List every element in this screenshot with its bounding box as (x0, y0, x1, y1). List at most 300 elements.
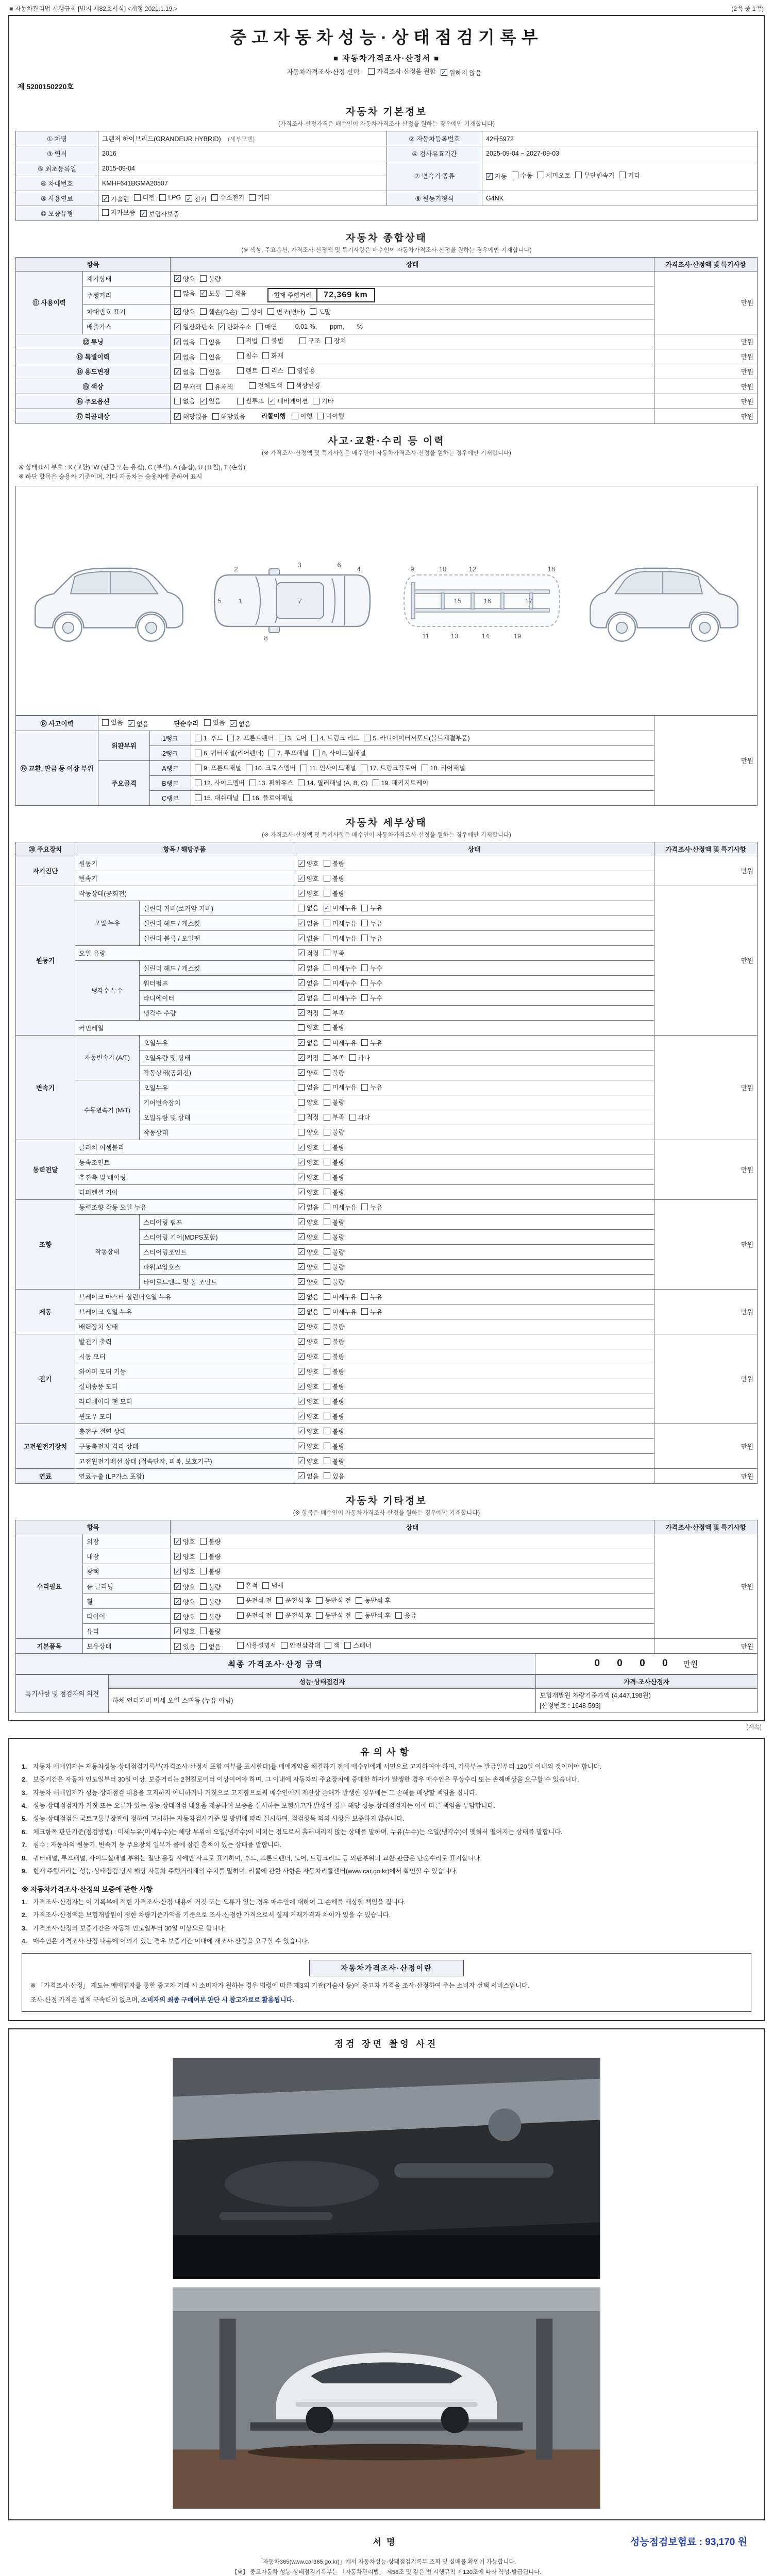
checkbox[interactable]: ✓ (298, 1203, 304, 1211)
table-row (16, 1594, 758, 1608)
checkbox[interactable] (324, 1069, 330, 1076)
option-label: 적정 (307, 950, 319, 957)
checkbox[interactable] (200, 1628, 207, 1634)
checkbox[interactable] (310, 308, 316, 315)
checkbox[interactable] (237, 1642, 244, 1649)
checkbox[interactable]: ✓ (298, 1457, 304, 1465)
checkbox[interactable]: ✓ (175, 1642, 180, 1650)
checkbox[interactable] (102, 209, 109, 216)
checkbox[interactable] (324, 1054, 330, 1061)
option-label: 상이 (250, 308, 263, 316)
checkbox[interactable]: ✓ (298, 1293, 304, 1300)
option (174, 352, 195, 362)
checkbox[interactable]: ✓ (298, 1054, 304, 1061)
inspection-valid-value: 2025-09-04 ~ 2027-09-03 (482, 146, 758, 161)
checkbox[interactable] (324, 1383, 330, 1389)
option-label: 유채색 (214, 383, 233, 391)
checkbox[interactable]: ✓ (298, 859, 304, 867)
option (298, 1217, 319, 1227)
checkbox[interactable]: ✓ (175, 323, 180, 330)
checkbox[interactable] (324, 1308, 330, 1315)
option (102, 208, 136, 217)
checkbox[interactable] (212, 413, 219, 420)
checkbox[interactable] (174, 290, 181, 297)
checkbox[interactable]: ✓ (298, 1278, 304, 1285)
checkbox[interactable] (361, 1293, 368, 1300)
checkbox[interactable] (200, 1538, 207, 1545)
option (200, 396, 221, 405)
checkbox[interactable] (174, 398, 181, 404)
checkbox[interactable] (361, 1204, 368, 1210)
option (361, 919, 382, 928)
group-name: 조향 (16, 1199, 75, 1289)
checkbox[interactable] (324, 1233, 330, 1240)
checkbox[interactable] (249, 194, 256, 201)
checkbox[interactable]: ✓ (298, 1427, 304, 1435)
checkbox[interactable]: ✓ (175, 1552, 180, 1560)
checkbox[interactable]: ✓ (298, 1323, 304, 1330)
checkbox[interactable] (298, 905, 305, 911)
option-label: 양호 (307, 1323, 319, 1331)
checkbox[interactable] (324, 935, 330, 941)
checkbox[interactable] (324, 994, 330, 1001)
checkbox[interactable]: ✓ (298, 1308, 304, 1315)
checkbox[interactable] (298, 1084, 305, 1091)
checkbox[interactable] (262, 352, 269, 359)
checkbox[interactable]: ✓ (175, 1567, 180, 1575)
checkbox[interactable] (364, 735, 371, 741)
option-label: 없음 (307, 1308, 319, 1316)
checkbox[interactable] (324, 890, 330, 896)
checkbox[interactable] (298, 1129, 305, 1136)
checkbox[interactable]: ✓ (298, 1069, 304, 1076)
option-group (298, 1277, 349, 1286)
checkbox[interactable]: ✓ (298, 1397, 304, 1405)
checkbox[interactable] (324, 1129, 330, 1136)
checkbox[interactable] (361, 1308, 368, 1315)
item-label: 라디에이터 팬 모터 (75, 1394, 294, 1409)
checkbox[interactable] (249, 779, 256, 786)
price-cell: 만원 (654, 716, 758, 805)
state-cell (171, 1549, 654, 1564)
option (298, 874, 319, 883)
checkbox[interactable]: ✓ (140, 210, 146, 217)
checkbox[interactable] (200, 338, 207, 345)
checkbox[interactable] (324, 1323, 330, 1330)
option-label: 일산화탄소 (183, 324, 214, 331)
item-label: 디퍼렌셜 기어 (75, 1184, 294, 1199)
state-cell (294, 1304, 654, 1319)
checkbox[interactable] (325, 1642, 331, 1649)
notice-text: 보증기간은 자동차 인도일부터 30일 이상, 보증거리는 2천킬로미터 이상이어야 하며, 그 이내에 자동차의 주요장치에 중대한 하자가 발생한 경우 매수인은 무상수리 또는 손해배상을 요구할 수 있습니다. (33, 1776, 579, 1784)
checkbox[interactable] (325, 337, 332, 344)
checkbox[interactable] (361, 1039, 368, 1046)
checkbox[interactable]: ✓ (175, 1583, 180, 1590)
checkbox[interactable] (237, 398, 244, 404)
option-label: 적법 (245, 337, 258, 345)
checkbox[interactable] (361, 979, 368, 986)
checkbox[interactable]: ✓ (175, 338, 180, 346)
checkbox[interactable] (237, 367, 244, 374)
checkbox[interactable] (356, 1612, 362, 1619)
checkbox[interactable] (267, 308, 274, 315)
checkbox[interactable] (537, 172, 544, 178)
checkbox[interactable]: ✓ (175, 1613, 180, 1620)
option (174, 322, 213, 331)
checkbox[interactable]: ✓ (298, 1263, 304, 1270)
checkbox[interactable]: ✓ (175, 1627, 180, 1635)
etc-col-item: 항목 (16, 1520, 171, 1534)
checkbox[interactable]: ✓ (269, 397, 275, 405)
checkbox[interactable] (237, 352, 244, 359)
checkbox[interactable] (361, 905, 368, 911)
checkbox[interactable] (324, 1413, 330, 1419)
checkbox[interactable]: ✓ (175, 413, 180, 420)
checkbox[interactable]: ✓ (175, 1598, 180, 1605)
checkbox[interactable] (324, 875, 330, 882)
checkbox[interactable] (227, 735, 234, 741)
checkbox[interactable]: ✓ (175, 275, 180, 282)
checkbox[interactable]: ✓ (103, 195, 108, 202)
checkbox[interactable] (279, 735, 285, 741)
item-label: 실내송풍 모터 (75, 1379, 294, 1394)
checkbox[interactable]: ✓ (175, 383, 180, 391)
checkbox[interactable] (246, 765, 253, 771)
checkbox[interactable] (226, 290, 232, 297)
option (276, 1596, 311, 1605)
checkbox[interactable]: ✓ (298, 1009, 304, 1016)
checkbox[interactable] (249, 382, 256, 389)
checkbox[interactable]: ✓ (175, 353, 180, 361)
checkbox[interactable] (324, 1009, 330, 1016)
checkbox[interactable] (324, 1338, 330, 1345)
checkbox[interactable] (344, 1642, 351, 1649)
price-cell: 만원 (654, 856, 758, 886)
checkbox[interactable] (298, 1099, 305, 1106)
checkbox[interactable]: ✓ (298, 1412, 304, 1420)
checkbox[interactable] (324, 1428, 330, 1434)
checkbox[interactable] (361, 920, 368, 926)
diagram-part-number: 17 (525, 597, 532, 605)
checkbox[interactable] (195, 735, 201, 741)
checkbox[interactable] (324, 1204, 330, 1210)
option (237, 1640, 276, 1650)
checkbox[interactable]: ✓ (298, 1039, 304, 1046)
checkbox[interactable]: ✓ (298, 1233, 304, 1241)
price-cell: 만원 (654, 271, 758, 334)
option (200, 337, 221, 347)
item-label: 라디에이터 (140, 990, 294, 1005)
checkbox[interactable] (102, 719, 109, 726)
checkbox[interactable]: ✓ (298, 1218, 304, 1226)
option-label: 양호 (307, 1413, 319, 1420)
checkbox[interactable] (324, 1144, 330, 1150)
diagram-part-number: 14 (481, 632, 489, 640)
checkbox[interactable] (368, 68, 375, 75)
checkbox[interactable] (287, 382, 294, 389)
checkbox[interactable]: ✓ (486, 173, 492, 180)
checkbox[interactable] (422, 765, 428, 771)
checkbox[interactable] (361, 1084, 368, 1091)
checkbox[interactable] (200, 1553, 207, 1560)
group-name: ⑫ 튜닝 (16, 334, 171, 349)
checkbox[interactable]: ✓ (298, 919, 304, 927)
etc-info-table (15, 1520, 758, 1654)
checkbox[interactable]: ✓ (298, 874, 304, 882)
checkbox[interactable] (316, 1612, 323, 1619)
checkbox[interactable] (361, 935, 368, 941)
option (441, 68, 482, 77)
checkbox[interactable] (324, 1368, 330, 1375)
checkbox[interactable] (324, 1159, 330, 1165)
checkbox[interactable]: ✓ (298, 1248, 304, 1256)
state-cell (294, 886, 654, 901)
notice-item (22, 1762, 751, 1771)
checkbox[interactable] (276, 1612, 283, 1619)
checkbox[interactable] (324, 1248, 330, 1255)
checkbox[interactable] (262, 1582, 269, 1589)
checkbox[interactable]: ✓ (200, 290, 206, 297)
checkbox[interactable]: ✓ (298, 1442, 304, 1450)
option (262, 336, 283, 345)
checkbox[interactable] (195, 750, 201, 756)
checkbox[interactable] (200, 368, 207, 375)
checkbox[interactable] (134, 194, 141, 201)
checkbox[interactable] (195, 794, 201, 801)
checkbox[interactable] (159, 194, 166, 201)
option (324, 1082, 357, 1092)
price-survey-info-box (22, 1953, 751, 2012)
checkbox[interactable] (356, 1597, 362, 1604)
checkbox[interactable] (299, 337, 306, 344)
checkbox[interactable] (324, 1189, 330, 1195)
option-label: 불량 (332, 1189, 345, 1196)
checkbox[interactable]: ✓ (175, 1537, 180, 1545)
checkbox[interactable] (324, 1278, 330, 1285)
checkbox[interactable] (575, 172, 582, 178)
footer-line-2: 【※】 중고자동차 성능·상태점검기록부는 「자동차관리법」 제58조 및 같은 법 시행규칙 제120조에 따라 작성·발급됩니다. (231, 2569, 542, 2575)
option-group (298, 1158, 349, 1167)
option (230, 719, 251, 728)
group-name: ⑭ 용도변경 (16, 364, 171, 379)
checkbox[interactable] (204, 719, 211, 726)
item-label: 실린더 헤드 / 개스킷 (140, 960, 294, 975)
checkbox[interactable]: ✓ (298, 964, 304, 972)
checkbox[interactable] (256, 324, 263, 330)
checkbox[interactable] (324, 1443, 330, 1449)
inspector-opinion-line: 하체 언더커버 미세 오일 스며듬 (누유 아님) (112, 1697, 233, 1704)
option-label: 14. 필러패널 (A, B, C) (306, 779, 368, 787)
checkbox[interactable] (300, 765, 307, 771)
checkbox[interactable] (373, 779, 379, 786)
checkbox[interactable] (206, 383, 213, 390)
checkbox[interactable]: ✓ (298, 1188, 304, 1196)
checkbox[interactable] (200, 308, 207, 315)
checkbox[interactable] (324, 1353, 330, 1360)
checkbox[interactable] (349, 1114, 356, 1121)
notice-number: 1. (22, 1762, 27, 1770)
checkbox[interactable] (317, 413, 324, 419)
checkbox[interactable]: ✓ (298, 1173, 304, 1181)
checkbox[interactable] (298, 1024, 305, 1031)
checkbox[interactable] (313, 750, 320, 756)
option (237, 336, 258, 345)
checkbox[interactable] (298, 1114, 305, 1121)
checkbox[interactable]: ✓ (298, 1367, 304, 1375)
option-group (174, 337, 226, 347)
checkbox[interactable]: ✓ (175, 368, 180, 376)
checkbox[interactable] (200, 275, 207, 282)
checkbox[interactable] (361, 964, 368, 971)
option-label: 있음 (208, 368, 221, 376)
item-label: 고전원전기배선 상태 (접속단자, 피복, 보호기구) (75, 1453, 294, 1468)
option (102, 718, 123, 727)
checkbox[interactable] (292, 413, 298, 419)
option (174, 274, 195, 283)
option (361, 1202, 382, 1212)
checkbox[interactable] (200, 353, 207, 360)
checkbox[interactable] (243, 794, 250, 801)
checkbox[interactable]: ✓ (298, 1337, 304, 1345)
checkbox[interactable] (324, 1293, 330, 1300)
checkbox[interactable] (324, 964, 330, 971)
checkbox[interactable] (200, 1598, 207, 1605)
checkbox[interactable] (324, 1398, 330, 1404)
option (298, 1456, 319, 1466)
checkbox[interactable]: ✓ (441, 69, 447, 76)
checkbox[interactable] (298, 779, 305, 786)
checkbox[interactable]: ✓ (298, 1158, 304, 1166)
option-label: 미세누유 (332, 1293, 357, 1301)
rank-label: 2랭크 (150, 745, 191, 760)
checkbox[interactable] (262, 337, 269, 344)
checkbox[interactable] (288, 367, 295, 374)
accident-note: (※ 가격조사·산정액 및 특기사항은 매수인이 자동차가격조사·산정을 원하는 경우에만 기재합니다) (262, 450, 511, 456)
checkbox[interactable] (200, 1568, 207, 1574)
notice-text: 체크항목 판단기준(점검방법) : 미세누유(미세누수)는 해당 부위에 오일(냉각수)이 비치는 정도로서 흘러내리지 않는 상태를 말하며, 누유(누수)는 오일(냉각수)이 맺혀서 떨어지는 상태를 말합니다. (33, 1828, 563, 1836)
checkbox[interactable] (262, 367, 269, 374)
checkbox[interactable]: ✓ (230, 720, 236, 727)
checkbox[interactable] (324, 1174, 330, 1180)
notice-text: 가격조사·산정의 보증기간은 자동차 인도일부터 30일 이상으로 합니다. (33, 1924, 226, 1932)
checkbox[interactable] (361, 994, 368, 1001)
checkbox[interactable]: ✓ (200, 397, 206, 405)
item-label: 실린더 블록 / 오일팬 (140, 930, 294, 945)
checkbox[interactable] (395, 1612, 402, 1619)
checkbox[interactable] (324, 1218, 330, 1225)
checkbox[interactable] (211, 194, 218, 201)
checkbox[interactable] (200, 1613, 207, 1620)
option-label: 불량 (332, 1174, 345, 1181)
checkbox[interactable] (237, 1597, 244, 1604)
group-name: 변속기 (16, 1035, 75, 1140)
checkbox[interactable] (324, 1263, 330, 1270)
checkbox[interactable]: ✓ (175, 308, 180, 315)
option (262, 1581, 283, 1590)
option (298, 1127, 319, 1137)
group-name: ⑮ 색상 (16, 379, 171, 394)
option-label: 5. 라디에이터서포트(볼트체결부품) (373, 735, 470, 742)
checkbox[interactable]: ✓ (298, 1472, 304, 1480)
checkbox[interactable] (242, 308, 248, 315)
checkbox[interactable]: ✓ (298, 1382, 304, 1390)
checkbox[interactable] (200, 1583, 207, 1590)
checkbox[interactable] (195, 765, 201, 771)
checkbox[interactable] (237, 1582, 244, 1589)
checkbox[interactable] (619, 172, 626, 178)
car-name-label: ① 차명 (16, 131, 98, 146)
checkbox[interactable] (324, 1024, 330, 1031)
option (422, 763, 465, 772)
signature-row (8, 2529, 765, 2553)
checkbox[interactable]: ✓ (298, 979, 304, 987)
checkbox[interactable] (268, 750, 275, 756)
option (324, 1471, 345, 1481)
checkbox[interactable]: ✓ (298, 1143, 304, 1151)
table-row (16, 1638, 758, 1653)
notice-item (22, 1924, 751, 1933)
item-label: 광택 (83, 1564, 171, 1579)
checkbox[interactable]: ✓ (298, 889, 304, 897)
option (298, 1307, 319, 1316)
checkbox[interactable] (324, 1458, 330, 1464)
option-group (174, 1567, 226, 1576)
table-row (16, 1608, 758, 1623)
checkbox[interactable]: ✓ (298, 949, 304, 957)
checkbox[interactable] (324, 1099, 330, 1106)
checkbox[interactable] (324, 1114, 330, 1121)
checkbox[interactable] (313, 398, 320, 404)
checkbox[interactable]: ✓ (298, 934, 304, 942)
car-name-value: 그랜저 하이브리드(GRANDEUR HYBRID) (102, 135, 221, 143)
group-name: ⑯ 주요옵션 (16, 394, 171, 409)
checkbox[interactable]: ✓ (186, 195, 192, 202)
checkbox[interactable] (281, 1642, 288, 1649)
checkbox[interactable] (195, 779, 201, 786)
state-cell (171, 1623, 654, 1638)
checkbox[interactable] (349, 1054, 356, 1061)
option-group (298, 1337, 349, 1346)
checkbox[interactable] (276, 1597, 283, 1604)
checkbox[interactable] (316, 1597, 323, 1604)
option (227, 733, 274, 742)
checkbox[interactable] (324, 1039, 330, 1046)
checkbox[interactable] (237, 1612, 244, 1619)
checkbox[interactable]: ✓ (324, 904, 330, 912)
checkbox[interactable] (512, 172, 518, 178)
checkbox[interactable] (324, 860, 330, 867)
checkbox[interactable] (311, 735, 318, 741)
item-label: 차대번호 표기 (83, 304, 171, 319)
checkbox[interactable]: ✓ (219, 323, 224, 330)
option-group (174, 1597, 226, 1606)
checkbox[interactable] (324, 920, 330, 926)
checkbox[interactable] (324, 979, 330, 986)
option (268, 396, 308, 405)
checkbox[interactable] (324, 1084, 330, 1091)
checkbox[interactable]: ✓ (298, 994, 304, 1002)
checkbox[interactable] (361, 765, 367, 771)
option-label: 미세누유 (332, 905, 357, 912)
checkbox[interactable] (324, 1472, 330, 1479)
option-label: 불량 (332, 860, 345, 868)
checkbox[interactable] (324, 950, 330, 956)
checkbox[interactable] (237, 337, 244, 344)
notice-text: 매수인은 가격조사·산정 내용에 이의가 있는 경우 보증기간 이내에 재조사·산정을 요구할 수 있습니다. (33, 1937, 310, 1945)
checkbox[interactable]: ✓ (128, 720, 134, 727)
checkbox[interactable] (200, 1643, 207, 1650)
checkbox[interactable]: ✓ (298, 1352, 304, 1360)
